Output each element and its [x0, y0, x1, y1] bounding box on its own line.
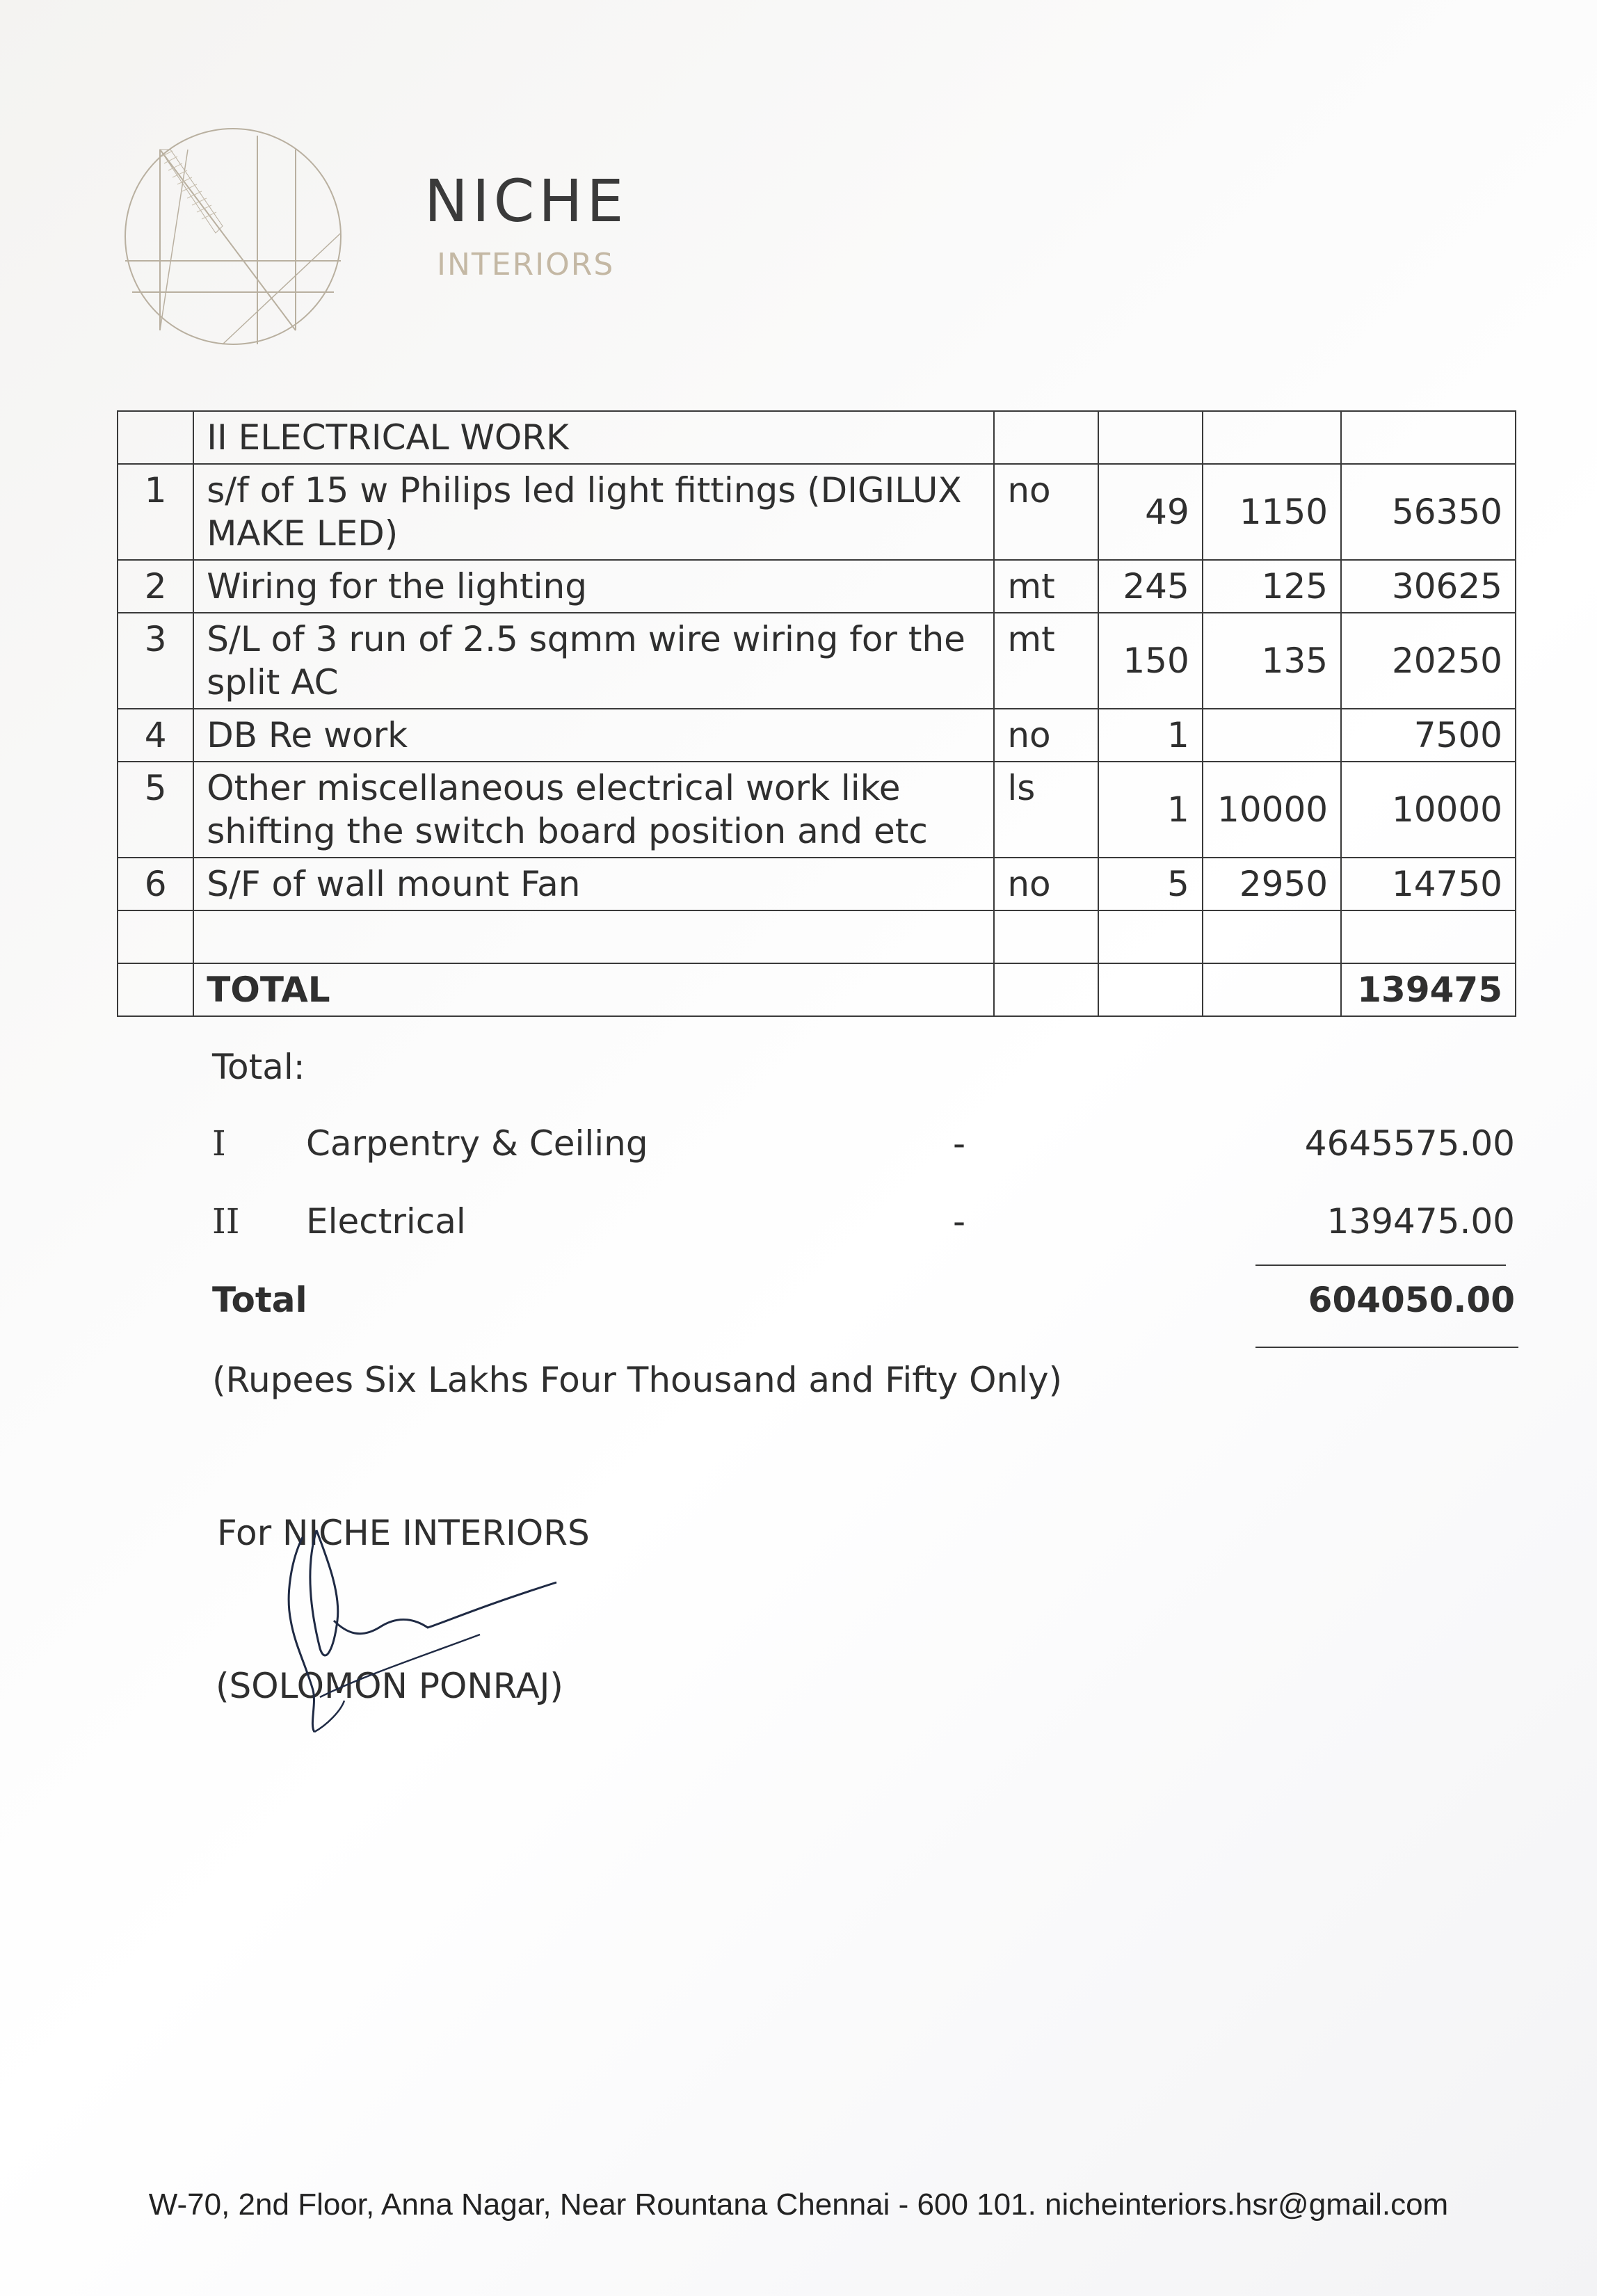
total-label: TOTAL [193, 963, 994, 1016]
table-row [118, 464, 1516, 560]
subtotal-rule [1255, 1265, 1506, 1266]
row-unit: no [994, 709, 1098, 762]
handwritten-signature [250, 1516, 570, 1739]
row-description: S/F of wall mount Fan [193, 858, 994, 910]
table-row [118, 709, 1516, 762]
summary-line [212, 1201, 1520, 1250]
summary-value: 139475.00 [1326, 1201, 1515, 1242]
summary-label: Carpentry & Ceiling [306, 1123, 648, 1164]
summary-dash: - [953, 1123, 966, 1164]
row-rate: 2950 [1203, 858, 1341, 910]
grand-total-label: Total [212, 1280, 307, 1320]
row-description: S/L of 3 run of 2.5 sqmm wire wiring for the split AC [193, 613, 994, 709]
electrical-work-table [117, 410, 1516, 1017]
row-amount: 56350 [1341, 464, 1516, 560]
total-underline [1255, 1347, 1518, 1348]
table-blank-row [118, 910, 1516, 963]
table-row [118, 560, 1516, 613]
row-qty: 1 [1098, 762, 1203, 858]
footer-address: W-70, 2nd Floor, Anna Nagar, Near Rountana Chennai - 600 101. nicheinteriors.hsr@gmail.com [148, 2187, 1449, 2222]
row-description: s/f of 15 w Philips led light fittings (DIGILUX MAKE LED) [193, 464, 994, 560]
row-amount: 10000 [1341, 762, 1516, 858]
summary-heading: Total: [212, 1047, 305, 1087]
summary-line [212, 1123, 1520, 1172]
summary-roman: I [212, 1123, 226, 1164]
total-value: 139475 [1341, 963, 1516, 1016]
grand-total-value: 604050.00 [1308, 1280, 1515, 1320]
row-rate: 10000 [1203, 762, 1341, 858]
row-sn: 6 [118, 858, 193, 910]
table-row [118, 858, 1516, 910]
row-rate: 125 [1203, 560, 1341, 613]
summary-label: Electrical [306, 1201, 466, 1242]
row-unit: mt [994, 560, 1098, 613]
row-unit: mt [994, 613, 1098, 709]
row-amount: 20250 [1341, 613, 1516, 709]
row-amount: 30625 [1341, 560, 1516, 613]
row-rate [1203, 709, 1341, 762]
brand-subtitle: INTERIORS [437, 247, 615, 282]
row-qty: 49 [1098, 464, 1203, 560]
row-sn: 5 [118, 762, 193, 858]
amount-in-words: (Rupees Six Lakhs Four Thousand and Fifty Only) [212, 1360, 1063, 1400]
row-rate: 135 [1203, 613, 1341, 709]
summary-grand-total-row [212, 1280, 1520, 1328]
signatory-name: (SOLOMON PONRAJ) [216, 1666, 563, 1706]
summary-value: 4645575.00 [1304, 1123, 1515, 1164]
row-qty: 5 [1098, 858, 1203, 910]
row-sn: 1 [118, 464, 193, 560]
row-rate: 1150 [1203, 464, 1341, 560]
table-total-row [118, 963, 1516, 1016]
table-row [118, 762, 1516, 858]
table-section-row [118, 411, 1516, 464]
row-amount: 7500 [1341, 709, 1516, 762]
row-sn: 4 [118, 709, 193, 762]
row-qty: 150 [1098, 613, 1203, 709]
row-unit: no [994, 858, 1098, 910]
row-sn: 2 [118, 560, 193, 613]
summary-roman: II [212, 1201, 240, 1242]
row-unit: ls [994, 762, 1098, 858]
row-description: Wiring for the lighting [193, 560, 994, 613]
row-qty: 245 [1098, 560, 1203, 613]
summary-dash: - [953, 1201, 966, 1242]
row-unit: no [994, 464, 1098, 560]
niche-logo-icon [118, 122, 348, 351]
row-description: Other miscellaneous electrical work like shifting the switch board position and etc [193, 762, 994, 858]
signatory-for-line: For NICHE INTERIORS [217, 1513, 590, 1553]
row-qty: 1 [1098, 709, 1203, 762]
brand-name: NICHE [424, 167, 628, 235]
table-row [118, 613, 1516, 709]
row-sn: 3 [118, 613, 193, 709]
amount-in-words-row [212, 1360, 1520, 1408]
summary-heading-row [212, 1047, 1520, 1095]
section-title: II ELECTRICAL WORK [193, 411, 994, 464]
row-description: DB Re work [193, 709, 994, 762]
row-amount: 14750 [1341, 858, 1516, 910]
